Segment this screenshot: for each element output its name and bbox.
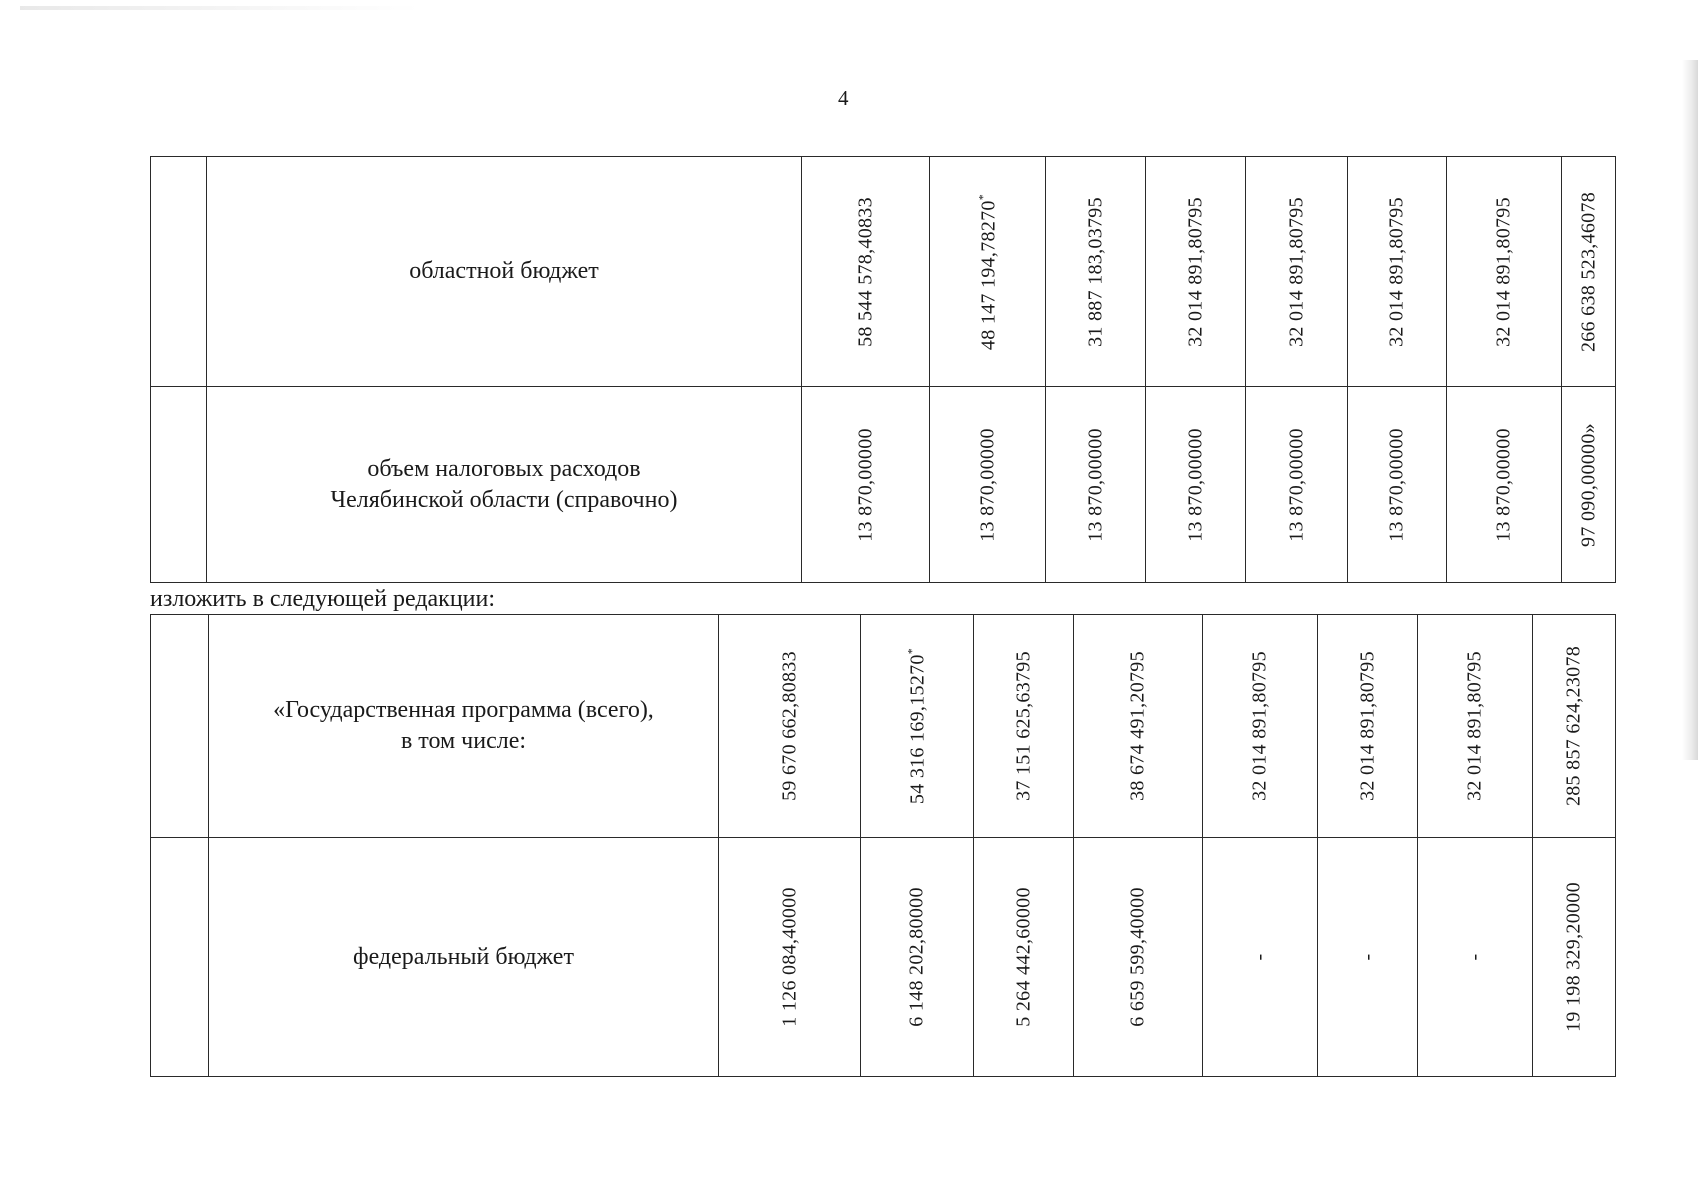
row-label-cell [209, 615, 719, 838]
value-cell [1348, 157, 1447, 387]
value-cell [1146, 387, 1246, 583]
value-text [1386, 428, 1409, 542]
value-text [1577, 423, 1600, 547]
value-cell [1046, 157, 1146, 387]
value-number: 13 870,00000 [1385, 427, 1408, 542]
scan-artifact-edge [1682, 60, 1698, 760]
value-cell [802, 387, 930, 583]
value-text [778, 651, 801, 801]
value-number: 38 674 491,20795 [1126, 651, 1149, 801]
value-number: 6 659 599,40000 [1126, 887, 1149, 1027]
value-cell [802, 157, 930, 387]
value-cell [1418, 615, 1533, 838]
value-text [1464, 954, 1487, 961]
value-text [1127, 887, 1150, 1027]
value-cell [1074, 838, 1203, 1077]
value-text [975, 193, 1000, 349]
value-number: 13 870,00000 [1084, 427, 1106, 542]
value-number: 59 670 662,80833 [778, 651, 800, 801]
value-cell [974, 615, 1074, 838]
value-text [1493, 428, 1516, 542]
value-number: 32 014 891,80795 [1385, 196, 1408, 347]
row-label-line: в том числе: [400, 728, 527, 754]
value-number: 266 638 523,46078 [1577, 191, 1599, 352]
value-cell [1562, 387, 1616, 583]
value-text [1356, 954, 1379, 961]
table-row [151, 387, 1616, 583]
budget-table-new [150, 614, 1616, 1077]
value-number: 32 014 891,80795 [1463, 651, 1486, 801]
value-text [1249, 954, 1272, 961]
value-text [1084, 197, 1107, 347]
value-text [854, 428, 877, 542]
value-cell [1146, 157, 1246, 387]
row-label-cell [207, 157, 802, 387]
value-number: 32 014 891,80795 [1492, 196, 1515, 347]
value-number: 31 887 183,03795 [1084, 196, 1106, 347]
value-text [1493, 197, 1516, 347]
footnote-mark: * [975, 193, 990, 200]
value-cell [1246, 387, 1348, 583]
value-number: 97 090,00000» [1577, 422, 1599, 547]
row-label-cell [207, 387, 802, 583]
value-cell [1418, 838, 1533, 1077]
value-text [1285, 428, 1308, 542]
value-cell [1203, 615, 1318, 838]
value-cell [1447, 157, 1562, 387]
value-text [1084, 428, 1107, 542]
row-label-line: федеральный бюджет [353, 943, 574, 970]
value-text [1356, 651, 1379, 801]
footnote-mark: * [904, 647, 919, 655]
value-number: 32 014 891,80795 [1356, 651, 1378, 801]
value-text [1563, 882, 1586, 1032]
value-number: 54 316 169,15270 [906, 654, 929, 805]
table-row [151, 157, 1616, 387]
scan-artifact-top [20, 6, 420, 10]
value-cell [719, 838, 861, 1077]
value-text [1012, 651, 1035, 801]
value-text [905, 648, 930, 804]
value-cell [1348, 387, 1447, 583]
value-text [854, 197, 877, 347]
value-number: 285 857 624,23078 [1562, 645, 1585, 807]
value-text [906, 887, 929, 1027]
row-label-line: объем налоговых расходов [367, 455, 641, 482]
value-number: 32 014 891,80795 [1248, 651, 1271, 801]
value-text [1184, 197, 1207, 347]
value-number: 13 870,00000 [1492, 427, 1515, 542]
value-cell [1318, 615, 1418, 838]
value-number: 58 544 578,40833 [854, 196, 876, 347]
value-text [1012, 887, 1035, 1027]
value-number: - [1248, 953, 1271, 961]
table-row [151, 838, 1616, 1077]
value-number: - [1463, 953, 1486, 961]
row-label-line: Челябинской области (справочно) [330, 486, 678, 513]
value-text [1577, 191, 1600, 351]
value-cell [1246, 157, 1348, 387]
value-cell [930, 157, 1046, 387]
value-cell [1533, 838, 1616, 1077]
budget-table-old [150, 156, 1616, 583]
value-cell [1318, 838, 1418, 1077]
value-cell [861, 615, 974, 838]
value-cell [1533, 615, 1616, 838]
value-number: 1 126 084,40000 [778, 887, 800, 1027]
value-cell [719, 615, 861, 838]
value-text [1249, 651, 1272, 801]
row-label-line: областной бюджет [409, 258, 599, 284]
value-number: 6 148 202,80000 [905, 887, 928, 1027]
value-number: 13 870,00000 [1184, 427, 1206, 542]
value-number: 13 870,00000 [976, 427, 998, 542]
value-number: 32 014 891,80795 [1285, 196, 1307, 347]
value-cell [861, 838, 974, 1077]
value-cell [1562, 157, 1616, 387]
value-text [976, 428, 999, 542]
row-number-cell [151, 157, 207, 387]
value-text [1285, 197, 1308, 347]
value-text [1127, 651, 1150, 801]
value-number: 5 264 442,60000 [1012, 887, 1034, 1027]
row-number-cell [151, 387, 207, 583]
page-number: 4 [838, 86, 849, 110]
value-number: 32 014 891,80795 [1184, 196, 1206, 347]
row-number-cell [151, 615, 209, 838]
value-cell [1074, 615, 1203, 838]
value-cell [930, 387, 1046, 583]
value-number: 13 870,00000 [1285, 427, 1307, 542]
value-cell [1046, 387, 1146, 583]
value-text [1464, 651, 1487, 801]
value-number: 19 198 329,20000 [1562, 882, 1585, 1032]
value-number: 48 147 194,78270 [976, 199, 999, 350]
value-cell [1447, 387, 1562, 583]
table-row [151, 615, 1616, 838]
value-cell [1203, 838, 1318, 1077]
connector-text: изложить в следующей редакции: [150, 586, 496, 612]
value-text [1184, 428, 1207, 542]
value-text [778, 887, 801, 1027]
row-label-cell [209, 838, 719, 1077]
value-number: 13 870,00000 [854, 427, 876, 542]
value-number: - [1356, 953, 1378, 961]
value-text [1386, 197, 1409, 347]
row-number-cell [151, 838, 209, 1077]
value-cell [974, 838, 1074, 1077]
value-text [1563, 646, 1586, 806]
row-label-line: «Государственная программа (всего), [273, 697, 654, 723]
value-number: 37 151 625,63795 [1012, 651, 1034, 801]
